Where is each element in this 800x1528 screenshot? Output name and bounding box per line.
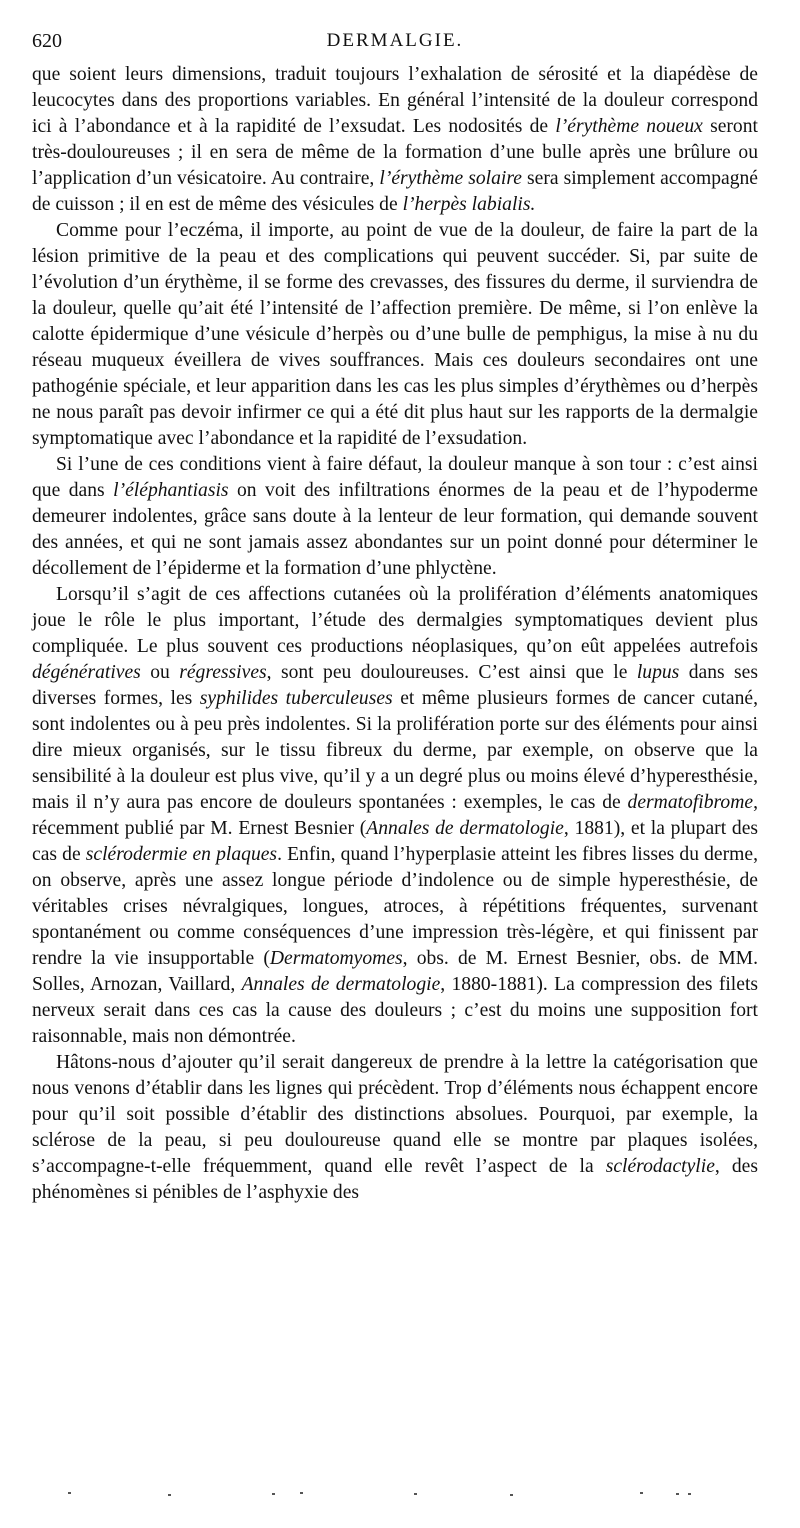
text-run: , obs. de M. Ernest Besnier, obs. de MM. Solles, Arnozan, Vaillard, bbox=[32, 948, 758, 995]
speck-mark bbox=[688, 1493, 691, 1495]
paragraph bbox=[32, 218, 758, 452]
italic-term: syphilides tuberculeuses bbox=[199, 688, 393, 709]
text-run: dans ses diverses formes, les bbox=[32, 662, 758, 709]
speck-mark bbox=[272, 1493, 275, 1495]
italic-term: l’herpès labialis. bbox=[402, 194, 536, 215]
text-run: que soient leurs dimensions, traduit toujours l’exhalation de sérosité et la diapédèse de leucocytes dans des proportions variables. En général l’intensité de la douleur correspond ici à l’abondance et à la rapidité de l’exsudat. Les nodosités de bbox=[32, 64, 758, 137]
text-run: et même plusieurs formes de cancer cutané, sont indolentes ou à peu près indolentes. Si la prolifération porte sur des éléments pour ainsi dire mieux organisés, sur le tissu fibreux du derme, par exemple, on observe que la sensibilité à la douleur est plus vive, qu’il y a un degré plus ou moins élevé d’hyperesthésie, mais il n’y aura pas encore de douleurs spontanées : exemples, le cas de bbox=[32, 688, 759, 813]
italic-term: Dermatomyomes bbox=[269, 948, 403, 969]
speck-mark bbox=[168, 1494, 171, 1496]
paragraph bbox=[32, 62, 758, 218]
speck-mark bbox=[676, 1493, 679, 1495]
page-number: 620 bbox=[32, 30, 62, 52]
paragraph bbox=[32, 452, 758, 582]
text-run: seront très-douloureuses ; il en sera de même de la formation d’une bulle après une brûlure ou l’application d’un vésicatoire. Au contraire, bbox=[32, 116, 758, 189]
italic-term: dégénératives bbox=[32, 662, 141, 683]
speck-mark bbox=[300, 1492, 303, 1494]
text-run: . Enfin, quand l’hyperplasie atteint les fibres lisses du derme, on observe, après une assez longue période d’indolence ou de simple hyperesthésie, de véritables crises névralgiques, longues, atroces, à répétitions fréquentes, survenant spontanément ou comme conséquences d’une impression très-légère, et qui finissent par rendre la vie insupportable ( bbox=[32, 844, 758, 969]
italic-term: l’érythème solaire bbox=[379, 168, 522, 189]
italic-term: Annales de dermatologie bbox=[366, 818, 564, 839]
speck-mark bbox=[640, 1492, 643, 1494]
italic-term: régressives bbox=[179, 662, 267, 683]
text-run: , 1881), et la plupart des cas de bbox=[32, 818, 759, 865]
text-run: , des phénomènes si pénibles de l’asphyxie des bbox=[32, 1156, 758, 1203]
italic-term: Annales de dermatologie bbox=[241, 974, 441, 995]
italic-term: l’éléphantiasis bbox=[113, 480, 229, 501]
text-run: sera simplement accompagné de cuisson ; il en est de même des vésicules de bbox=[32, 168, 759, 215]
body-text bbox=[32, 62, 758, 1206]
italic-term: sclérodactylie bbox=[605, 1156, 715, 1177]
running-head: DERMALGIE. bbox=[326, 30, 464, 51]
page-bottom-specks bbox=[0, 1490, 800, 1500]
page-header bbox=[32, 30, 758, 58]
text-run: Comme pour l’eczéma, il importe, au point de vue de la douleur, de faire la part de la lésion primitive de la peau et des complications qui peuvent succéder. Si, par suite de l’évolution d’un érythème, il se forme des crevasses, des fissures du derme, il surviendra de la douleur, quelle qu’ait été l’intensité de l’affection première. De même, si l’on enlève la calotte épidermique d’une vésicule d’herpès ou d’une bulle de pemphigus, la mise à nu du réseau muqueux éveillera de vives souffrances. Mais ces douleurs secondaires ont une pathogénie spéciale, et leur apparition dans les cas les plus simples d’érythèmes ou d’herpès ne nous paraît pas devoir infirmer ce qui a été dit plus haut sur les rapports de la dermalgie symptomatique avec l’abondance et la rapidité de l’exsudation. bbox=[32, 220, 758, 449]
text-run: Si l’une de ces conditions vient à faire défaut, la douleur manque à son tour : c’est ainsi que dans bbox=[32, 454, 758, 501]
italic-term: lupus bbox=[636, 662, 680, 683]
italic-term: sclérodermie en plaques bbox=[85, 844, 278, 865]
text-run: , récemment publié par M. Ernest Besnier ( bbox=[32, 792, 758, 839]
text-run: , 1880-1881). La compression des filets nerveux serait dans ces cas la cause des douleurs ; c’est du moins une supposition fort raisonnable, mais non démontrée. bbox=[32, 974, 759, 1047]
text-run: ou bbox=[140, 662, 180, 683]
text-run: Lorsqu’il s’agit de ces affections cutanées où la prolifération d’éléments anatomiques joue le rôle le plus important, l’étude des dermalgies symptomatiques devient plus compliquée. Le plus souvent ces productions néoplasiques, qu’on eût appelées autrefois bbox=[32, 584, 758, 657]
speck-mark bbox=[414, 1493, 417, 1495]
paragraph bbox=[32, 582, 758, 1050]
text-run: on voit des infiltrations énormes de la peau et de l’hypoderme demeurer indolentes, grâce sans doute à la lenteur de leur formation, qui demande souvent des années, et qui ne sont jamais assez abondantes sur un point donné pour déterminer le décollement de l’épiderme et la formation d’une phlyctène. bbox=[32, 480, 758, 579]
text-run: Hâtons-nous d’ajouter qu’il serait dangereux de prendre à la lettre la catégorisation que nous venons d’établir dans les lignes qui précèdent. Trop d’éléments nous échappent encore pour qu’il soit possible d’établir des distinctions absolues. Pourquoi, par exemple, la sclérose de la peau, si peu douloureuse quand elle se montre par plaques isolées, s’accompagne-t-elle fréquemment, quand elle revêt l’aspect de la bbox=[32, 1052, 758, 1177]
italic-term: l’érythème noueux bbox=[555, 116, 703, 137]
italic-term: dermatofibrome bbox=[627, 792, 754, 813]
speck-mark bbox=[510, 1494, 513, 1496]
paragraph bbox=[32, 1050, 758, 1206]
text-run: , sont peu douloureuses. C’est ainsi que le bbox=[266, 662, 637, 683]
speck-mark bbox=[68, 1492, 71, 1494]
